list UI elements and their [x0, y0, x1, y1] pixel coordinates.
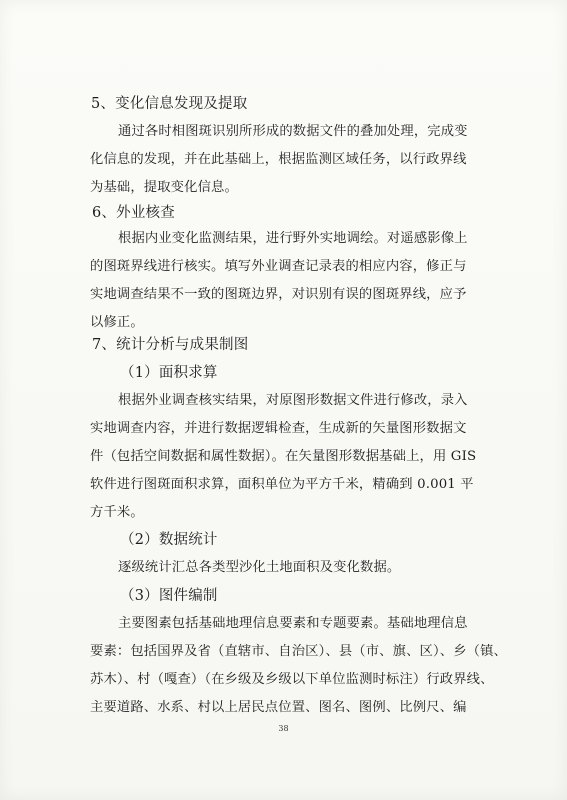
paragraph-line: 主要图素包括基础地理信息要素和专题要素。基础地理信息 [118, 616, 468, 631]
paragraph-line: 件（包括空间数据和属性数据）。在矢量图形数据基础上，用 GIS [90, 449, 477, 464]
subsection-heading-1: （1）面积求算 [120, 365, 218, 381]
paragraph-line: 软件进行图斑面积求算，面积单位为平方千米，精确到 0.001 平 [90, 477, 474, 492]
paragraph-line: 实地调查结果不一致的图斑边界，对识别有误的图斑界线，应予 [90, 287, 467, 302]
section-heading-6: 6、外业核查 [92, 205, 175, 221]
paragraph-line: 苏木）、村（嘎查）（在乡级及乡级以下单位监测时标注）行政界线、 [90, 672, 494, 687]
paragraph-line: 实地调查内容，并进行数据逻辑检查，生成新的矢量图形数据文 [90, 421, 467, 436]
paragraph-line: 要素：包括国界及省（直辖市、自治区）、县（市、旗、区）、乡（镇、 [90, 644, 507, 659]
paragraph-line: 以修正。 [90, 315, 144, 330]
paragraph-line: 根据外业调查核实结果，对原图形数据文件进行修改，录入 [118, 393, 468, 408]
section-heading-7: 7、统计分析与成果制图 [92, 337, 249, 353]
paragraph-line: 通过各时相图斑识别所形成的数据文件的叠加处理，完成变 [118, 124, 468, 139]
subsection-heading-3: （3）图件编制 [120, 588, 218, 604]
paragraph-line: 化信息的发现，并在此基础上，根据监测区域任务，以行政界线 [90, 152, 467, 167]
paragraph-line: 逐级统计汇总各类型沙化土地面积及变化数据。 [118, 560, 401, 575]
section-heading-5: 5、变化信息发现及提取 [91, 96, 248, 112]
paragraph-line: 为基础，提取变化信息。 [90, 180, 238, 195]
paragraph-line: 主要道路、水系、村以上居民点位置、图名、图例、比例尺、编 [90, 700, 467, 715]
subsection-heading-2: （2）数据统计 [120, 532, 218, 548]
paragraph-line: 的图斑界线进行核实。填写外业调查记录表的相应内容，修正与 [90, 259, 467, 274]
page-number: 38 [278, 724, 289, 733]
paragraph-line: 方千米。 [90, 505, 144, 520]
paragraph-line: 根据内业变化监测结果，进行野外实地调绘。对遥感影像上 [118, 231, 468, 246]
